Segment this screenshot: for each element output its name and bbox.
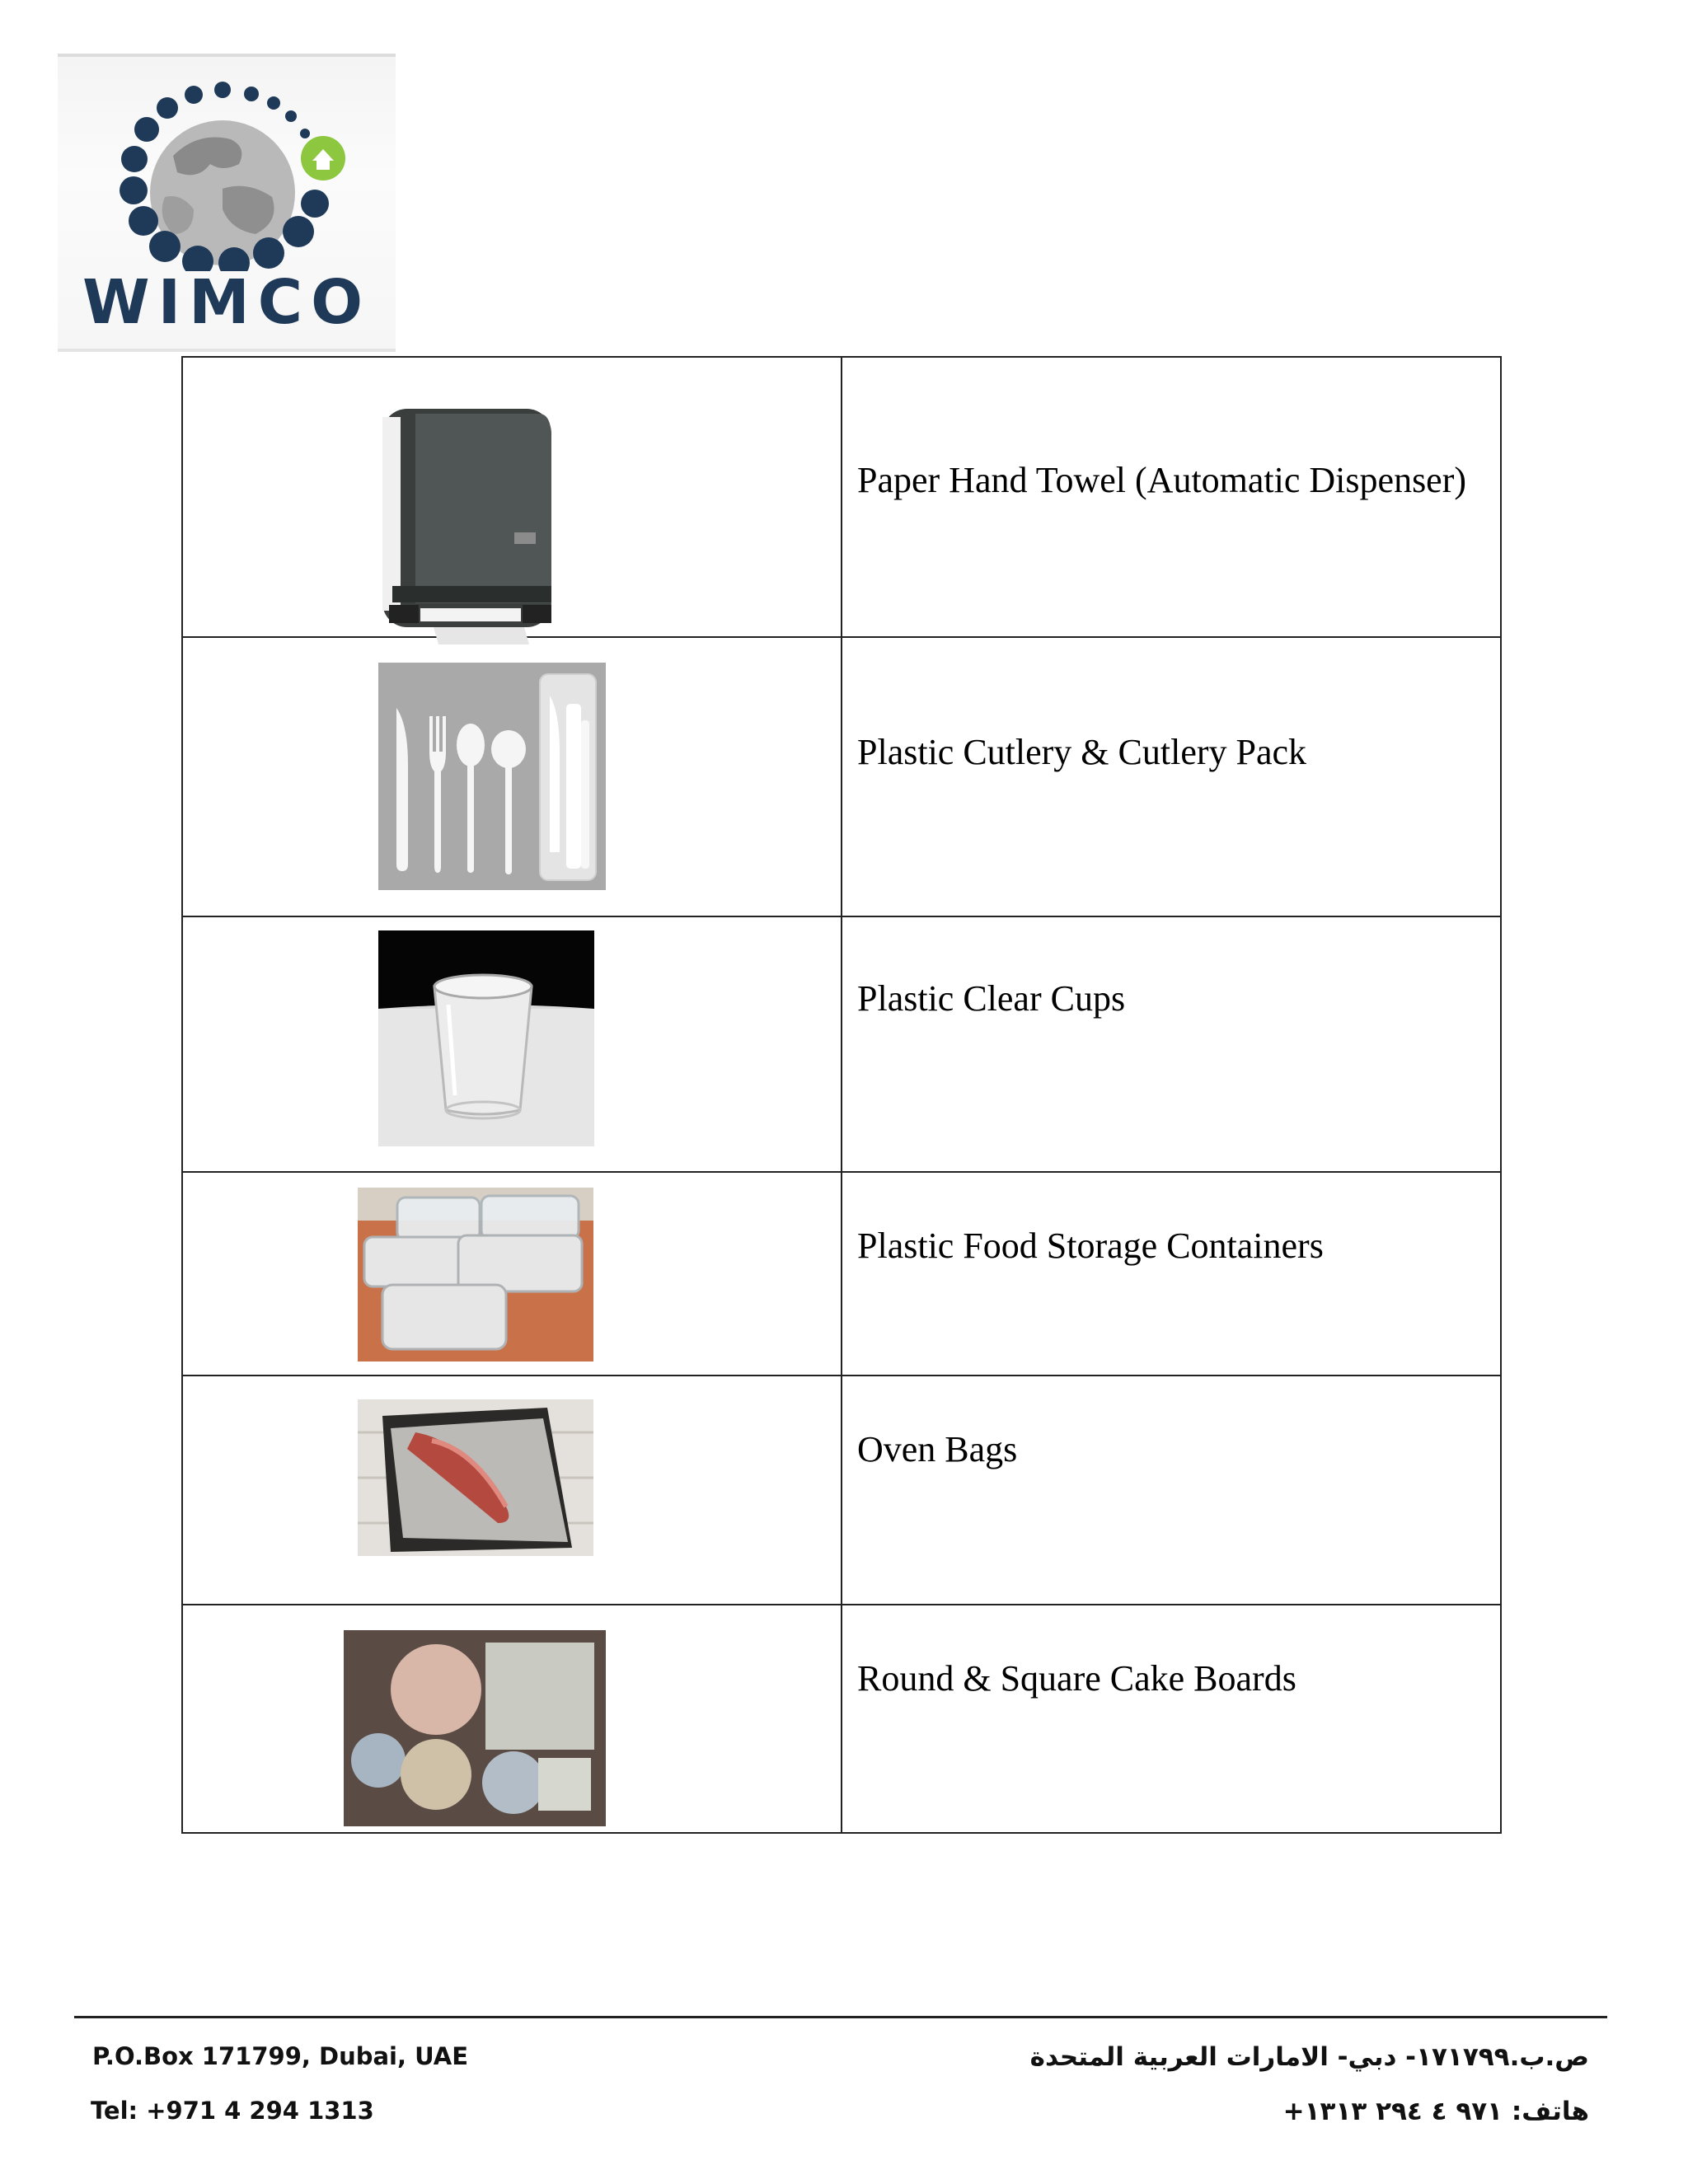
- clear-cup-icon: [378, 930, 594, 1146]
- product-name: Plastic Clear Cups: [842, 916, 1501, 1172]
- product-name: Plastic Food Storage Containers: [842, 1172, 1501, 1376]
- footer-divider: [74, 2016, 1607, 2018]
- oven-bag-icon: [358, 1399, 593, 1556]
- food-containers-icon: [358, 1188, 593, 1361]
- product-name: Oven Bags: [842, 1376, 1501, 1605]
- table-row: [182, 1376, 1501, 1605]
- table-row: [182, 637, 1501, 916]
- product-image-cell: [182, 1172, 842, 1376]
- globe-logo-icon: [58, 57, 396, 271]
- table-row: [182, 357, 1501, 637]
- product-image-cell: [182, 637, 842, 916]
- product-image-cell: [182, 1376, 842, 1605]
- table-row: [182, 1172, 1501, 1376]
- product-table: [181, 356, 1502, 1834]
- footer-address: P.O.Box 171799, Dubai, UAE: [92, 2042, 468, 2070]
- cake-boards-icon: [344, 1630, 606, 1826]
- product-image-cell: [182, 916, 842, 1172]
- plastic-cutlery-icon: [378, 663, 606, 890]
- paper-towel-dispenser-icon: [382, 409, 560, 648]
- footer-address-arabic: ص.ب.١٧١٧٩٩- دبي- الامارات العربية المتحدة: [1029, 2042, 1589, 2072]
- footer-phone: Tel: +971 4 294 1313: [91, 2097, 374, 2125]
- company-name: WIMCO: [82, 267, 371, 338]
- product-image-cell: [182, 357, 842, 637]
- table-row: [182, 1605, 1501, 1833]
- table-row: [182, 916, 1501, 1172]
- product-name: Paper Hand Towel (Automatic Dispenser): [842, 357, 1501, 637]
- product-name: Round & Square Cake Boards: [842, 1605, 1501, 1833]
- product-name: Plastic Cutlery & Cutlery Pack: [842, 637, 1501, 916]
- product-image-cell: [182, 1605, 842, 1833]
- footer-phone-arabic: هاتف: ٩٧١ ٤ ٢٩٤ ١٣١٣+: [1282, 2097, 1589, 2126]
- company-logo: [58, 54, 396, 352]
